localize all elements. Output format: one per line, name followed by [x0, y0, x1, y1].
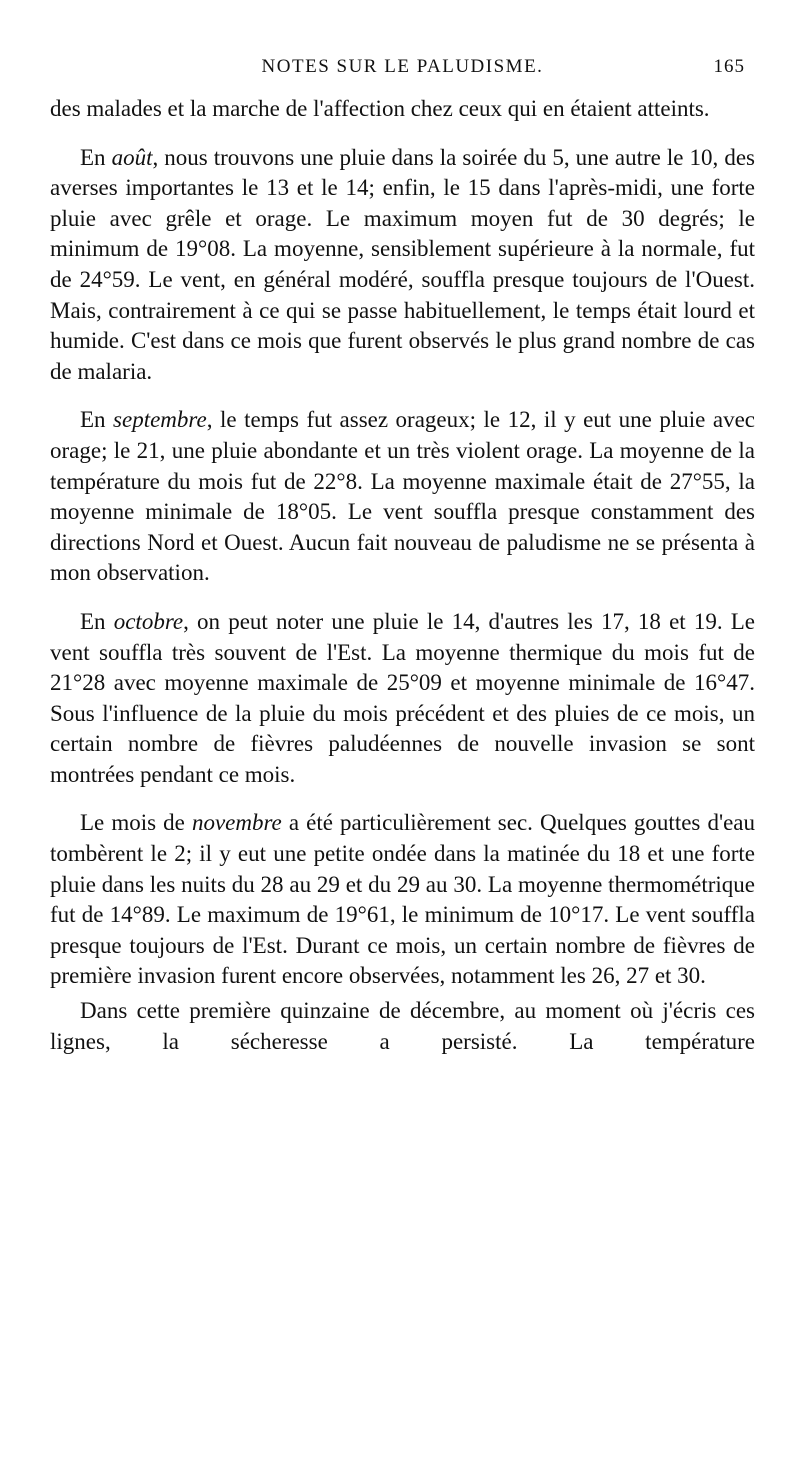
document-page	[50, 52, 755, 1057]
paragraph-december	[50, 996, 755, 1057]
month-october: octobre	[113, 608, 184, 634]
paragraph-continuation	[50, 94, 755, 125]
text-segment: des malades et la marche de l'affection chez ceux qui en étaient atteints.	[50, 96, 710, 121]
paragraph-november	[50, 808, 755, 992]
paragraph-august	[50, 143, 755, 388]
text-segment: Dans cette première quinzaine de décembre, au moment où j'écris ces lignes, la sécheresse a persisté. La température	[50, 998, 755, 1054]
month-november: novembre	[191, 810, 282, 836]
text-segment: , nous trouvons une pluie dans la soirée du 5, une autre le 10, des averses importantes le 13 et le 14; enfin, le 15 dans l'après-midi, une forte pluie avec grêle et orage. Le maximum moyen fut de 30 degrés; le minimum de 19°08. La moyenne, sensiblement supérieure à la normale, fut de 24°59. Le vent, en général modéré, souffla presque toujours de l'Ouest. Mais, contrairement à ce qui se passe habituellement, le temps était lourd et humide. C'est dans ce mois que furent observés le plus grand nombre de cas de malaria.	[50, 144, 755, 384]
paragraph-october	[50, 607, 755, 791]
body-text	[50, 94, 755, 1057]
text-segment: En	[80, 407, 114, 433]
text-segment: , on peut noter une pluie le 14, d'autres les 17, 18 et 19. Le vent souffla très souvent de l'Est. La moyenne thermique du mois fut de 21°28 avec moyenne maximale de 25°09 et moyenne minimale de 16°47. Sous l'influence de la pluie du mois précédent et des pluies de ce mois, un certain nombre de fièvres paludéennes de nouvelle invasion se sont montrées pendant ce mois.	[50, 608, 755, 787]
paragraph-september	[50, 405, 755, 589]
page-number: 165	[713, 56, 745, 77]
text-segment: , le temps fut assez orageux; le 12, il y eut une pluie avec orage; le 21, une pluie abondante et un très violent orage. La moyenne de la température du mois fut de 22°8. La moyenne maximale était de 27°55, la moyenne minimale de 18°05. Le vent souffla presque constamment des directions Nord et Ouest. Aucun fait nouveau de paludisme ne se présenta à mon observation.	[50, 407, 755, 586]
month-august: août	[111, 144, 153, 170]
text-segment: a été particulièrement sec. Quelques gouttes d'eau tombèrent le 2; il y eut une petite ondée dans la matinée du 18 et une forte pluie dans les nuits du 28 au 29 et du 29 au 30. La moyenne thermométrique fut de 14°89. Le maximum de 19°61, le minimum de 10°17. Le vent souffla presque toujours de l'Est. Durant ce mois, un certain nombre de fièvres de première invasion furent encore observées, notamment les 26, 27 et 30.	[50, 810, 756, 989]
text-segment: Le mois de	[80, 810, 192, 836]
text-segment: En	[80, 608, 114, 634]
month-september: septembre	[113, 407, 207, 433]
text-segment: En	[80, 144, 112, 170]
running-header	[50, 52, 755, 82]
running-title: NOTES SUR LE PALUDISME.	[261, 56, 544, 77]
